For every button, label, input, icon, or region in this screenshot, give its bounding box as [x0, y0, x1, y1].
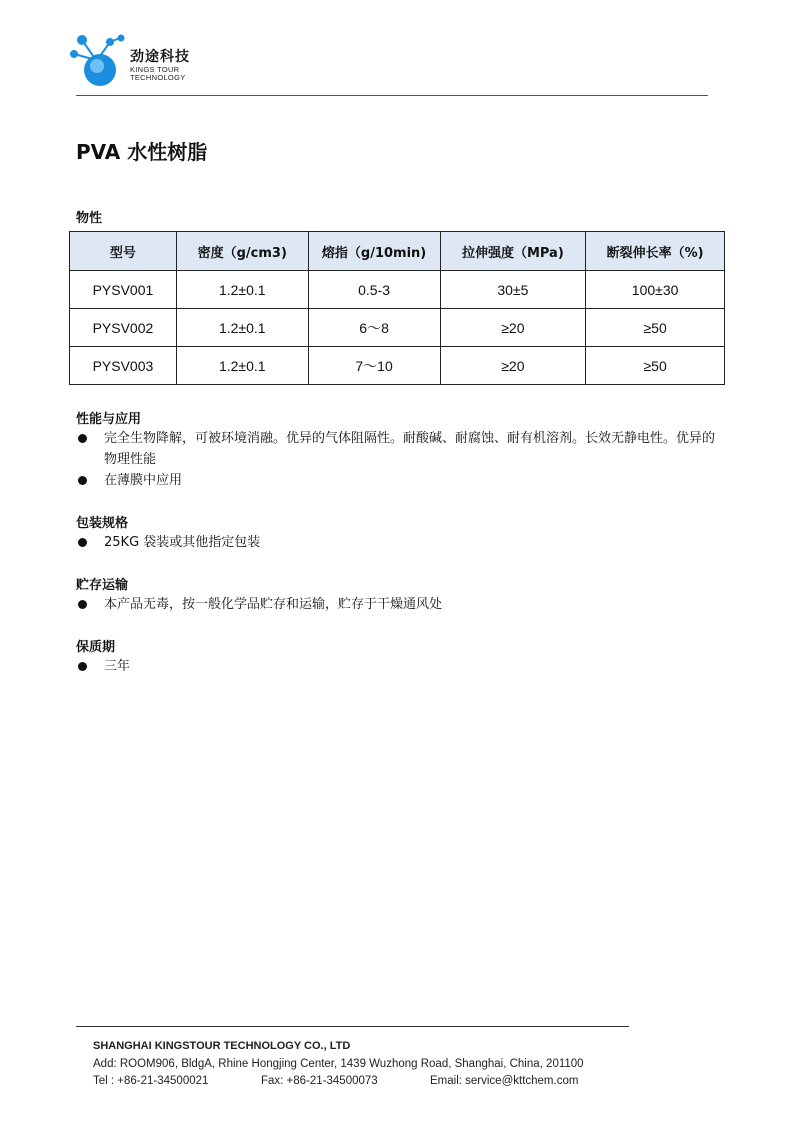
logo-molecule-icon — [70, 30, 130, 90]
storage-label: 贮存运输 — [76, 578, 129, 593]
cell-tensile-strength: ≥20 — [440, 309, 586, 347]
properties-table — [69, 231, 725, 385]
logo-english-line1: KINGS TOUR — [130, 65, 180, 74]
logo-chinese-name: 劲途科技 — [130, 49, 190, 65]
cell-elongation: ≥50 — [586, 347, 725, 385]
bullet-icon — [78, 476, 87, 485]
cell-tensile-strength: ≥20 — [440, 347, 586, 385]
column-header-density: 密度（g/cm3) — [176, 232, 308, 271]
footer-email[interactable]: Email: service@kttchem.com — [430, 1075, 579, 1087]
column-header-model: 型号 — [70, 232, 177, 271]
footer-address: Add: ROOM906, BldgA, Rhine Hongjing Center, 1439 Wuzhong Road, Shanghai, China, 201100 — [93, 1058, 584, 1070]
cell-elongation: 100±30 — [586, 271, 725, 309]
properties-label: 物性 — [76, 211, 103, 226]
performance-list — [76, 428, 726, 491]
footer-fax: Fax: +86-21-34500073 — [261, 1075, 378, 1087]
table-header-row — [70, 232, 725, 271]
shelf-life-label: 保质期 — [76, 640, 116, 655]
cell-elongation: ≥50 — [586, 309, 725, 347]
footer-telephone: Tel : +86-21-34500021 — [93, 1075, 209, 1087]
performance-label: 性能与应用 — [76, 412, 142, 427]
list-item — [76, 428, 726, 470]
list-item-text: 25KG 袋装或其他指定包装 — [104, 535, 261, 550]
cell-model: PYSV001 — [70, 271, 177, 309]
list-item — [76, 594, 726, 615]
cell-density: 1.2±0.1 — [176, 271, 308, 309]
bullet-icon — [78, 662, 87, 671]
cell-model: PYSV002 — [70, 309, 177, 347]
cell-melt-index: 6～8 — [308, 309, 440, 347]
column-header-tensile-strength: 拉伸强度（MPa) — [440, 232, 586, 271]
table-row — [70, 347, 725, 385]
packaging-list — [76, 532, 726, 553]
table-row — [70, 309, 725, 347]
list-item — [76, 656, 726, 677]
cell-melt-index: 0.5-3 — [308, 271, 440, 309]
list-item-text: 本产品无毒，按一般化学品贮存和运输，贮存于干燥通风处 — [104, 597, 443, 612]
storage-list — [76, 594, 726, 615]
footer-company-name: SHANGHAI KINGSTOUR TECHNOLOGY CO., LTD — [93, 1040, 351, 1052]
header-divider — [76, 95, 708, 96]
cell-density: 1.2±0.1 — [176, 347, 308, 385]
bullet-icon — [78, 434, 87, 443]
column-header-melt-index: 熔指（g/10min) — [308, 232, 440, 271]
table-row — [70, 271, 725, 309]
cell-tensile-strength: 30±5 — [440, 271, 586, 309]
bullet-icon — [78, 538, 87, 547]
list-item-text: 三年 — [104, 659, 131, 674]
shelf-life-list — [76, 656, 726, 677]
packaging-label: 包装规格 — [76, 516, 129, 531]
column-header-elongation: 断裂伸长率（%) — [586, 232, 725, 271]
cell-melt-index: 7～10 — [308, 347, 440, 385]
bullet-icon — [78, 600, 87, 609]
list-item-text: 完全生物降解，可被环境消融。优异的气体阻隔性。耐酸碱、耐腐蚀、耐有机溶剂。长效无静电性。优异的物理性能 — [104, 431, 716, 467]
cell-density: 1.2±0.1 — [176, 309, 308, 347]
list-item — [76, 470, 726, 491]
list-item — [76, 532, 726, 553]
logo-english-line2: TECHNOLOGY — [130, 73, 186, 82]
footer-divider — [76, 1026, 629, 1027]
cell-model: PYSV003 — [70, 347, 177, 385]
company-logo — [70, 30, 210, 90]
list-item-text: 在薄膜中应用 — [104, 473, 183, 488]
page-title: PVA 水性树脂 — [76, 140, 208, 164]
